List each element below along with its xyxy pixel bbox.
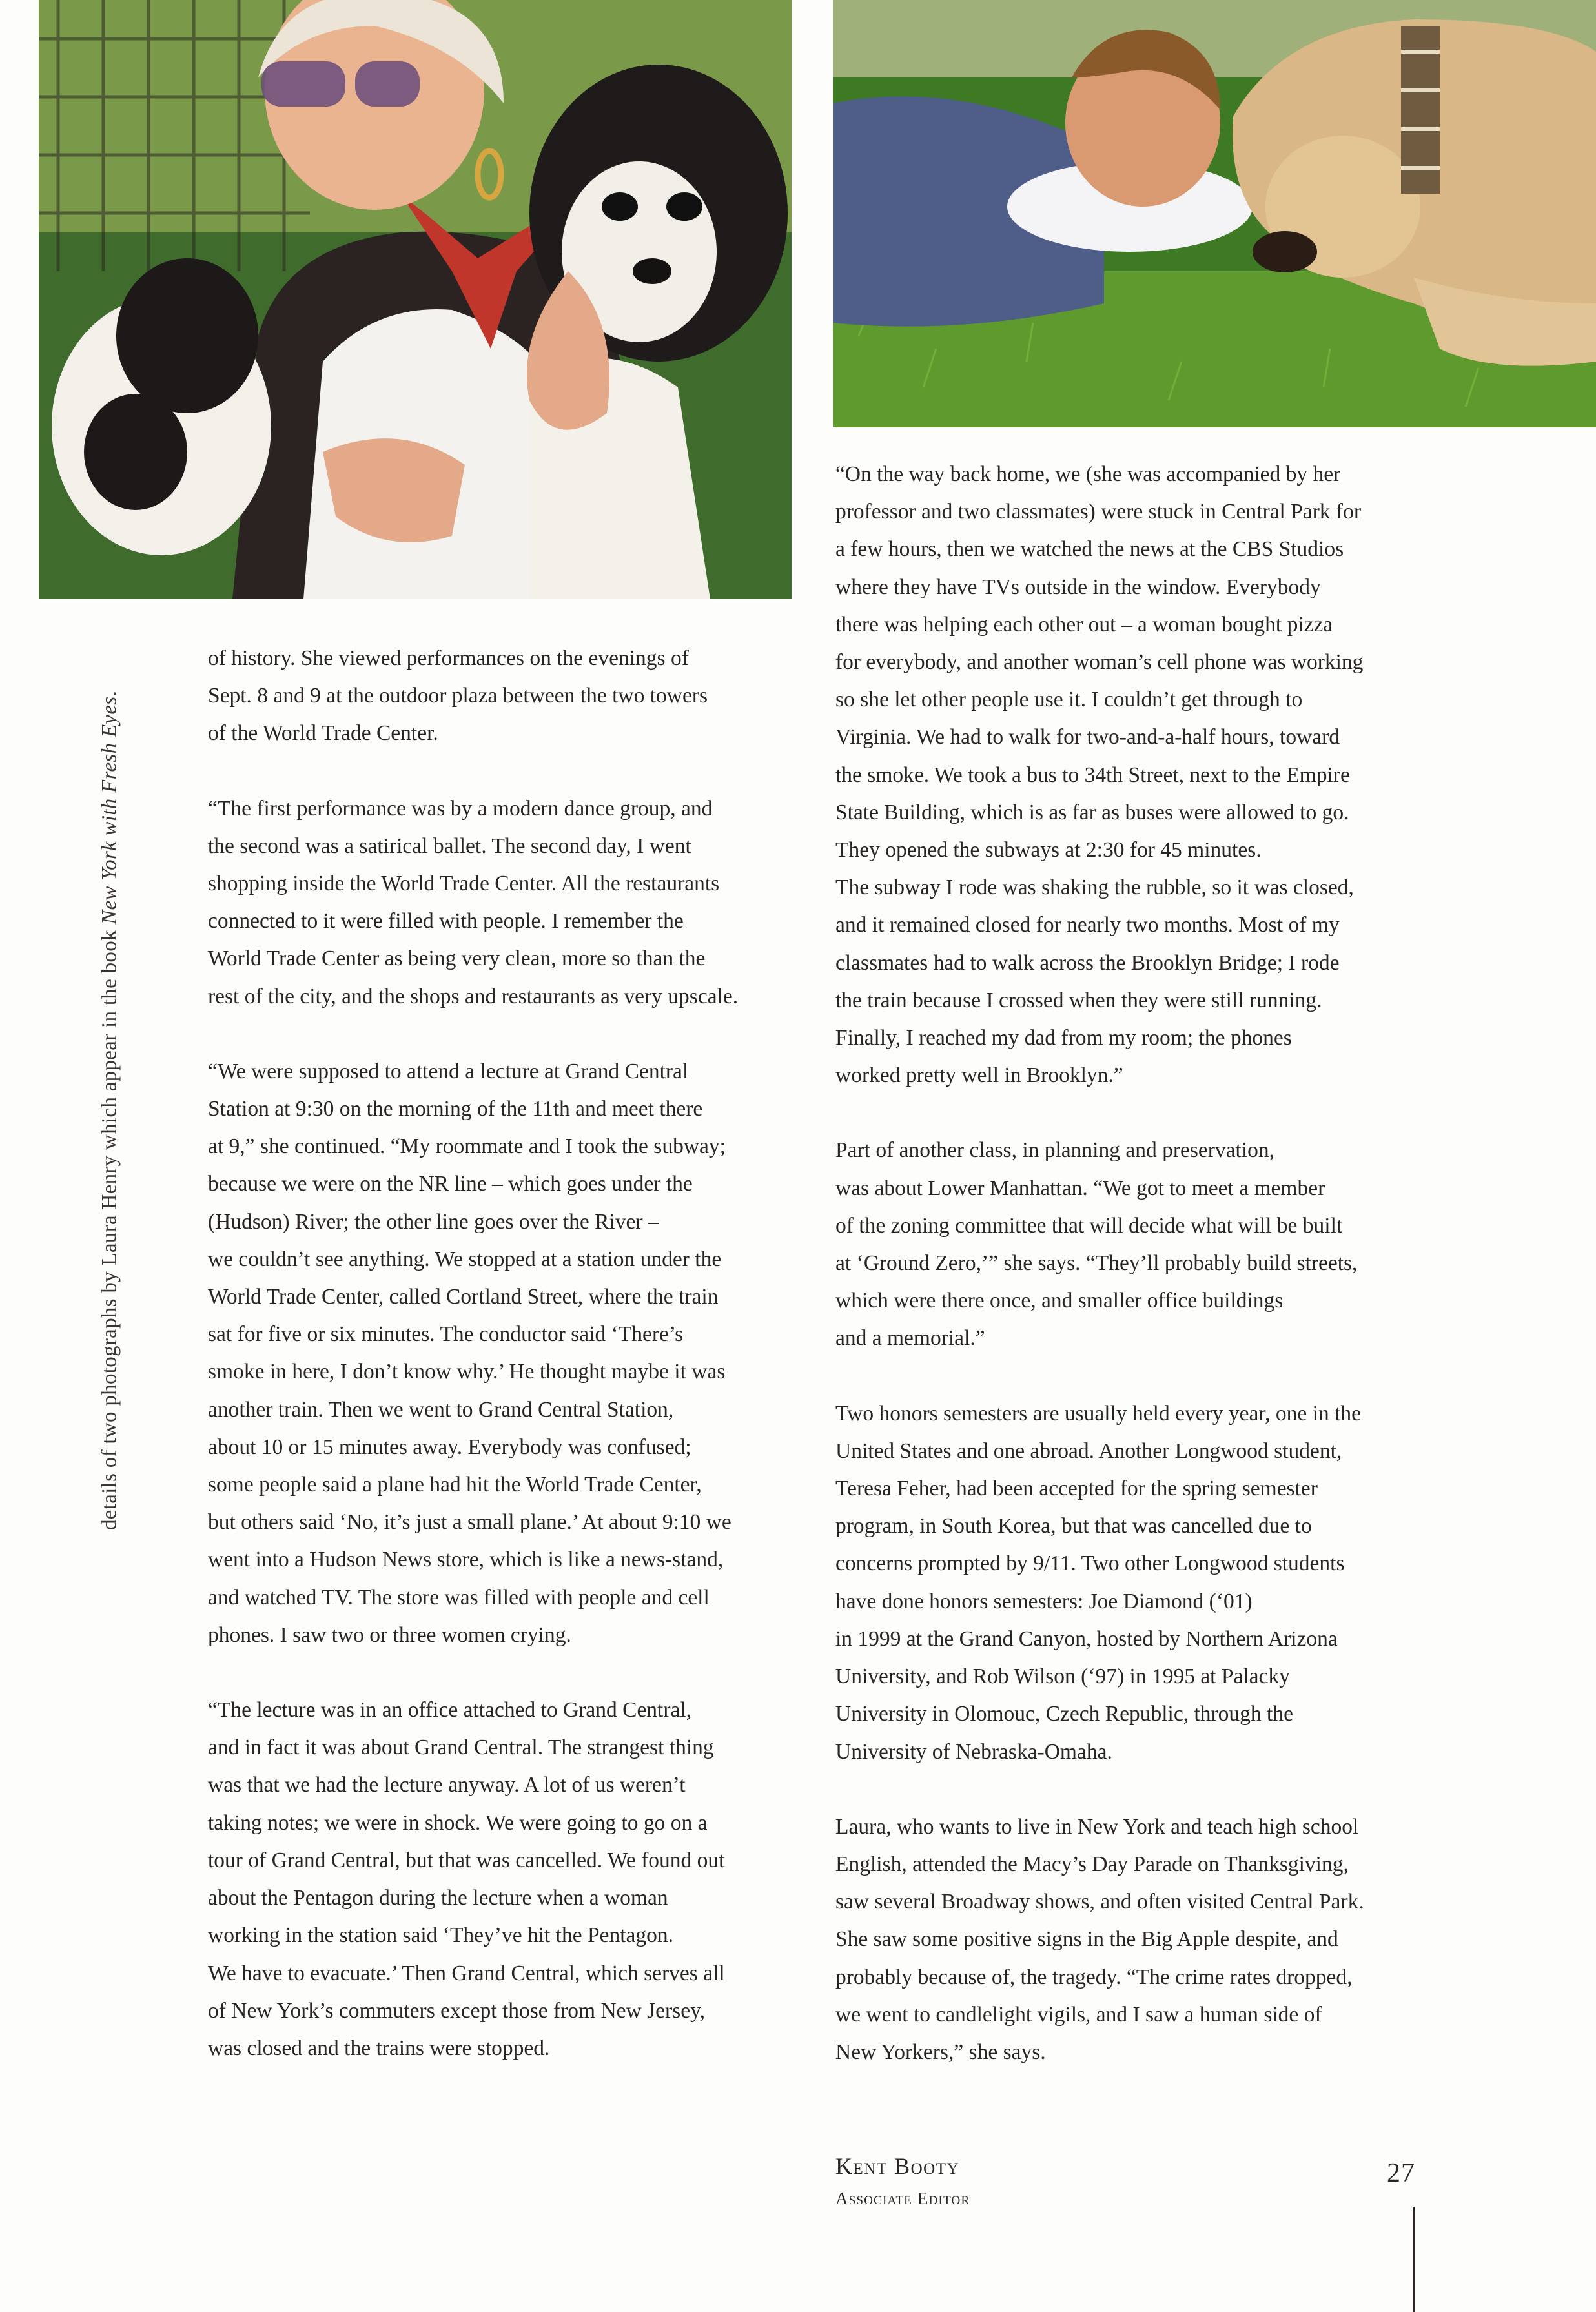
right-text-column [835, 456, 1429, 2071]
photo-credit [98, 691, 122, 1530]
article-paragraph: “The first performance was by a modern dance group, and the second was a satirical ballet. The second day, I went shopping inside the World Trade Center. All the restaurants connected to it were filled with people. I remember the World Trade Center as being very clean, more so than the rest of the city, and the shops and restaurants as very upscale. [208, 796, 739, 1008]
photo-credit-suffix: . [97, 690, 121, 697]
photo-credit-prefix: details of two photographs by Laura Henry which appear in the book [97, 924, 121, 1531]
author-name: Kent Booty [835, 2153, 960, 2179]
author-title: Associate Editor [835, 2189, 970, 2208]
man-and-dog-illustration [833, 0, 1596, 427]
woman-with-puppies-illustration [39, 0, 792, 599]
page-number: 27 [1387, 2158, 1415, 2188]
left-text-column [208, 640, 802, 2067]
photo-credit-area [77, 646, 142, 1575]
article-paragraph: “On the way back home, we (she was accompanied by her professor and two classmates) were stuck in Central Park for a few hours, then we watched the news at the CBS Studios where they have TVs outside in the window. Everybody there was helping each other out – a woman bought pizza for everybody, and another woman’s cell phone was working so she let other people use it. I couldn’t get through to Virginia. We had to walk for two-and-a-half hours, toward the smoke. We took a bus to 34th Street, next to the Empire State Building, which is as far as buses were allowed to go. They opened the subways at 2:30 for 45 minutes. The subway I rode was shaking the rubble, so it was closed, and it remained closed for nearly two months. Most of my classmates had to walk across the Brooklyn Bridge; I rode the train because I crossed when they were still running. Finally, I reached my dad from my room; the phones worked pretty well in Brooklyn.” [835, 462, 1364, 1088]
article-paragraph: “We were supposed to attend a lecture at Grand Central Station at 9:30 on the morning of the 11th and meet there at 9,” she continued. “My roommate and I took the subway; because we were on the NR line – which goes under the (Hudson) River; the other line goes over the River – we couldn’t see anything. We stopped at a station under the World Trade Center, called Cortland Street, where the train sat for five or six minutes. The conductor said ‘There’s smoke in here, I don’t know why.’ He thought maybe it was another train. Then we went to Grand Central Station, about 10 or 15 minutes away. Everybody was confused; some people said a plane had hit the World Trade Center, but others said ‘No, it’s just a small plane.’ At about 9:10 we went into a Hudson News store, which is like a news-stand, and watched TV. The store was filled with people and cell phones. I saw two or three women crying. [208, 1059, 732, 1647]
book-title: New York with Fresh Eyes [97, 696, 121, 925]
page-number-rule [1413, 2207, 1415, 2312]
article-paragraph: Laura, who wants to live in New York and teach high school English, attended the Macy’s Day Parade on Thanksgiving, saw several Broadway shows, and often visited Central Park. She saw some positive signs in the Big Apple despite, and probably because of, the tragedy. “The crime rates dropped, we went to candlelight vigils, and I saw a human side of New Yorkers,” she says. [835, 1814, 1364, 2064]
article-paragraph: “The lecture was in an office attached to Grand Central, and in fact it was about Grand Central. The strangest thing was that we had the lecture anyway. A lot of us weren’t taking notes; we were in shock. We were going to go on a tour of Grand Central, but that was cancelled. We found out about the Pentagon during the lecture when a woman working in the station said ‘They’ve hit the Pentagon. We have to evacuate.’ Then Grand Central, which serves all of New York’s commuters except those from New Jersey, was closed and the trains were stopped. [208, 1698, 725, 2060]
article-paragraph: Two honors semesters are usually held every year, one in the United States and one abroad. Another Longwood student, Teresa Feher, had been accepted for the spring semester program, in South Korea, but that was cancelled due to concerns prompted by 9/11. Two other Longwood students have done honors semesters: Joe Diamond (‘01) in 1999 at the Grand Canyon, hosted by Northern Arizona University, and Rob Wilson (‘97) in 1995 at Palacky University in Olomouc, Czech Republic, through the University of Nebraska-Omaha. [835, 1401, 1362, 1764]
article-paragraph: Part of another class, in planning and preservation, was about Lower Manhattan. “We got to meet a member of the zoning committee that will decide what will be built at ‘Ground Zero,’” she says. “They’ll probably build streets, which were there once, and smaller office buildings and a memorial.” [835, 1138, 1358, 1351]
article-paragraph: of history. She viewed performances on the evenings of Sept. 8 and 9 at the outdoor plaza between the two towers of the World Trade Center. [208, 646, 708, 746]
man-and-dog-on-grass-photo [833, 0, 1596, 427]
author-signature [835, 2150, 970, 2215]
woman-with-puppies-photo [39, 0, 792, 599]
